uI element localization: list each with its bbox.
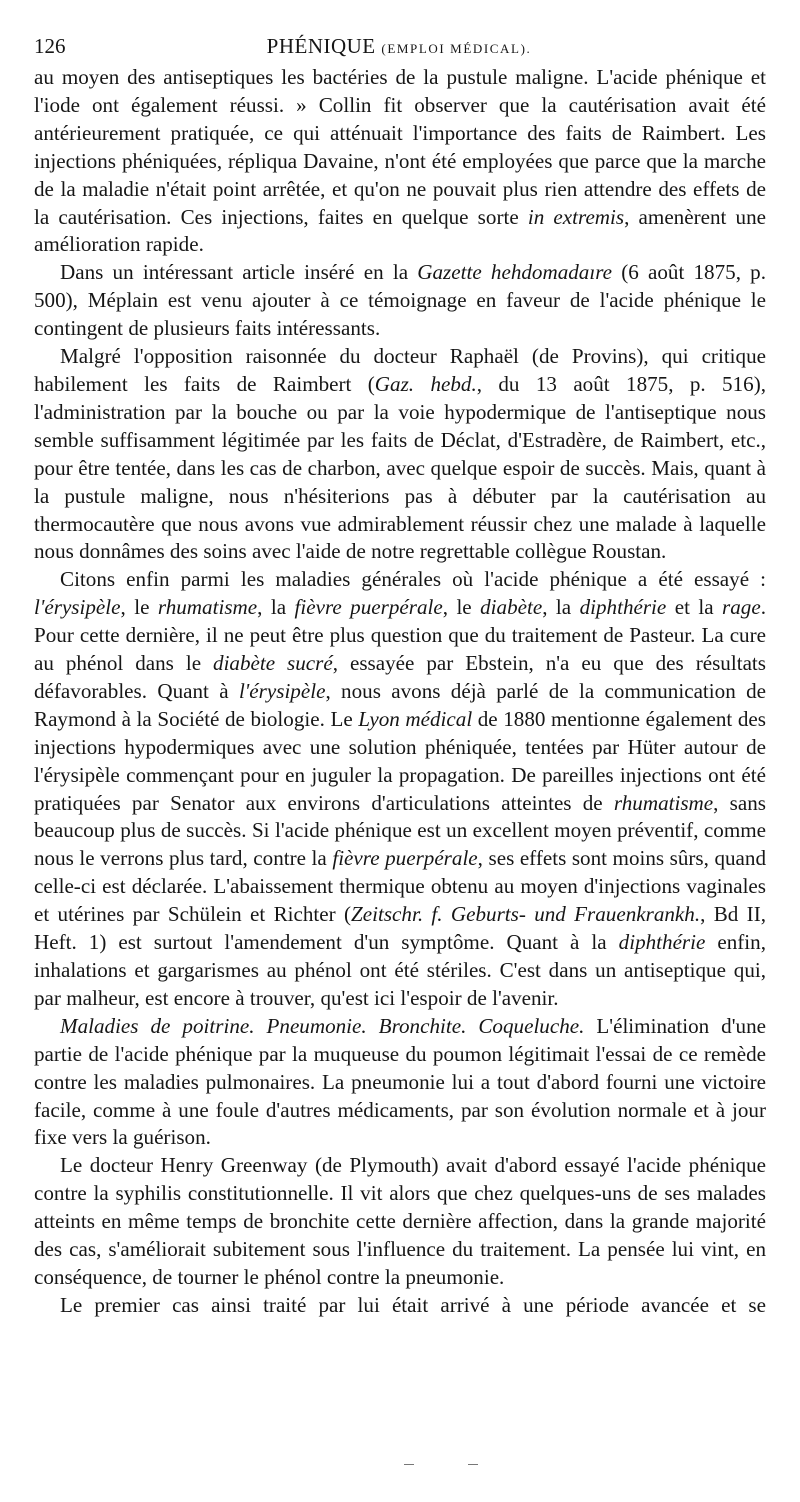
text-run: Malgré l'opposition raisonnée du docteur Raphaël (de Provins), qui critique habilement les faits de Raimbert ( [34, 344, 766, 396]
italic-run: Maladies de poitrine. Pneumonie. Bronchite. Coqueluche. [60, 1013, 585, 1038]
paragraph [34, 566, 766, 1013]
italic-run: rhumatisme [613, 790, 714, 815]
text-run: L'élimination d'une partie de l'acide phénique par la muqueuse du poumon légitimait l'essai de ce remède contre les maladies pulmonaires. La pneumonie lui a tout d'abord fourni une victoire facile, comme à une foule d'autres médicaments, par son évolution normale et à jour fixe vers la guérison. [34, 1013, 766, 1150]
paragraph [34, 1152, 766, 1292]
italic-run: Zeitschr. f. Geburts- und Frauenkrankh. [351, 902, 701, 927]
text-run: , du 13 août 1875, p. 516), l'administration par la bouche ou par la voie hypodermique de l'antiseptique nous semble suffisamment légitimée par les faits de Déclat, d'Estradère, de Raimbert, etc., pour être tentée, dans les cas de charbon, avec quelque espoir de succès. Mais, quant à la pustule maligne, nous n'hésiterions pas à débuter par la cautérisation au thermocautère que nous avons vue admirablement réussir chez une malade à laquelle nous donnâmes des soins avec l'aide de notre regrettable collègue Roustan. [34, 371, 766, 564]
text-run: et la [666, 595, 723, 620]
scan-mark [404, 1464, 414, 1465]
text-run: , le [120, 595, 158, 620]
italic-run: Gaz. hebd. [374, 371, 477, 396]
italic-run: diphthérie [618, 930, 706, 955]
text-run: , Bd II, Heft. 1) est surtout l'amendement d'un symptôme. Quant à la [34, 902, 766, 955]
footer-scan-marks [0, 1464, 800, 1474]
text-run: , la [257, 595, 295, 620]
italic-run: fièvre puerpérale [332, 846, 478, 871]
paragraph [34, 259, 766, 343]
text-run: au moyen des antiseptiques les bactéries de la pustule maligne. L'acide phénique et l'iode ont également réussi. » Collin fit observer que la cautérisation avait été antérieurement pratiquée, ce qui atténuait l'importance des faits de Raimbert. Les injections phéniquées, répliqua Davaine, n'ont été employées que parce que la marche de la maladie n'était point arrêtée, et qu'on ne pouvait plus rien attendre des effets de la cautérisation. Ces injections, faites en quelque sorte [34, 65, 766, 229]
italic-run: fièvre puerpérale [294, 595, 443, 620]
italic-run: diphthérie [579, 595, 667, 620]
running-title [34, 30, 764, 65]
text-run: , le [442, 595, 481, 620]
text-run: , ses effets sont moins sûrs, quand celle-ci est déclarée. L'abaissement thermique obtenu au moyen d'injections vaginales et utérines par Schülein et Richter ( [34, 846, 767, 927]
italic-run: l'érysipèle [34, 595, 121, 620]
italic-run: diabète [480, 595, 543, 620]
paragraph [34, 1292, 766, 1320]
italic-run: diabète sucré [213, 651, 333, 676]
italic-run: l'érysipèle [238, 678, 326, 703]
text-run: Le premier cas ainsi traité par lui était arrivé à une période avancée et se [60, 1292, 766, 1317]
italic-run: in extremis [527, 204, 625, 229]
text-run: , amenèrent une amélioration rapide. [34, 204, 766, 257]
text-run: Citons enfin parmi les maladies générales où l'acide phénique a été essayé : [60, 567, 766, 592]
text-run: Dans un intéressant article inséré en la [60, 260, 418, 285]
scan-mark [468, 1464, 478, 1465]
italic-run: Lyon médical [358, 706, 473, 731]
running-title-subtitle: (EMPLOI MÉDICAL). [381, 41, 532, 56]
italic-run: rage [722, 595, 761, 620]
italic-run: rhumatisme [157, 595, 258, 620]
page-header [34, 30, 764, 62]
text-run: enfin, inhalations et gargarismes au phénol ont été stériles. C'est dans un antiseptique qui, par malheur, est encore à trouver, qu'est ici l'espoir de l'avenir. [34, 930, 766, 1010]
text-run: de 1880 mentionne également des injections hypodermiques avec une solution phéniquée, tentées par Hüter autour de l'érysipèle commençant pour en juguler la propagation. De pareilles injections ont été pratiquées par Senator aux environs d'articulations atteintes de [34, 706, 766, 815]
text-run: , sans beaucoup plus de succès. Si l'acide phénique est un excellent moyen préventif, comme nous le verrons plus tard, contre la [34, 790, 767, 871]
text-run: Le docteur Henry Greenway (de Plymouth) avait d'abord essayé l'acide phénique contre la syphilis constitutionnelle. Il vit alors que chez quelques-uns de ses malades atteints en même temps de bronchite cette dernière affection, dans la grande majorité des cas, s'améliorait subitement sous l'influence du traitement. La pensée lui vint, en conséquence, de tourner le phénol contre la pneumonie. [34, 1153, 766, 1289]
paragraph [34, 343, 766, 566]
text-run: (6 août 1875, p. 500), Méplain est venu ajouter à ce témoignage en faveur de l'acide phénique le contingent de plusieurs faits intéressants. [34, 260, 766, 341]
italic-run: Gazette hehdomadaıre [417, 260, 612, 285]
text-run: , la [542, 595, 580, 620]
paragraph [34, 64, 766, 259]
text-run: , essayée par Ebstein, n'a eu que des résultats défavorables. Quant à [34, 651, 766, 703]
paragraph [34, 1013, 766, 1153]
body-text [34, 64, 766, 1320]
text-run: , nous avons déjà parlé de la communication de Raymond à la Société de biologie. Le [34, 678, 766, 731]
page-number: 126 [34, 34, 66, 58]
running-title-main: PHÉNIQUE [266, 34, 376, 58]
text-run: . Pour cette dernière, il ne peut être plus question que du traitement de Pasteur. La cure au phénol dans le [34, 595, 766, 676]
